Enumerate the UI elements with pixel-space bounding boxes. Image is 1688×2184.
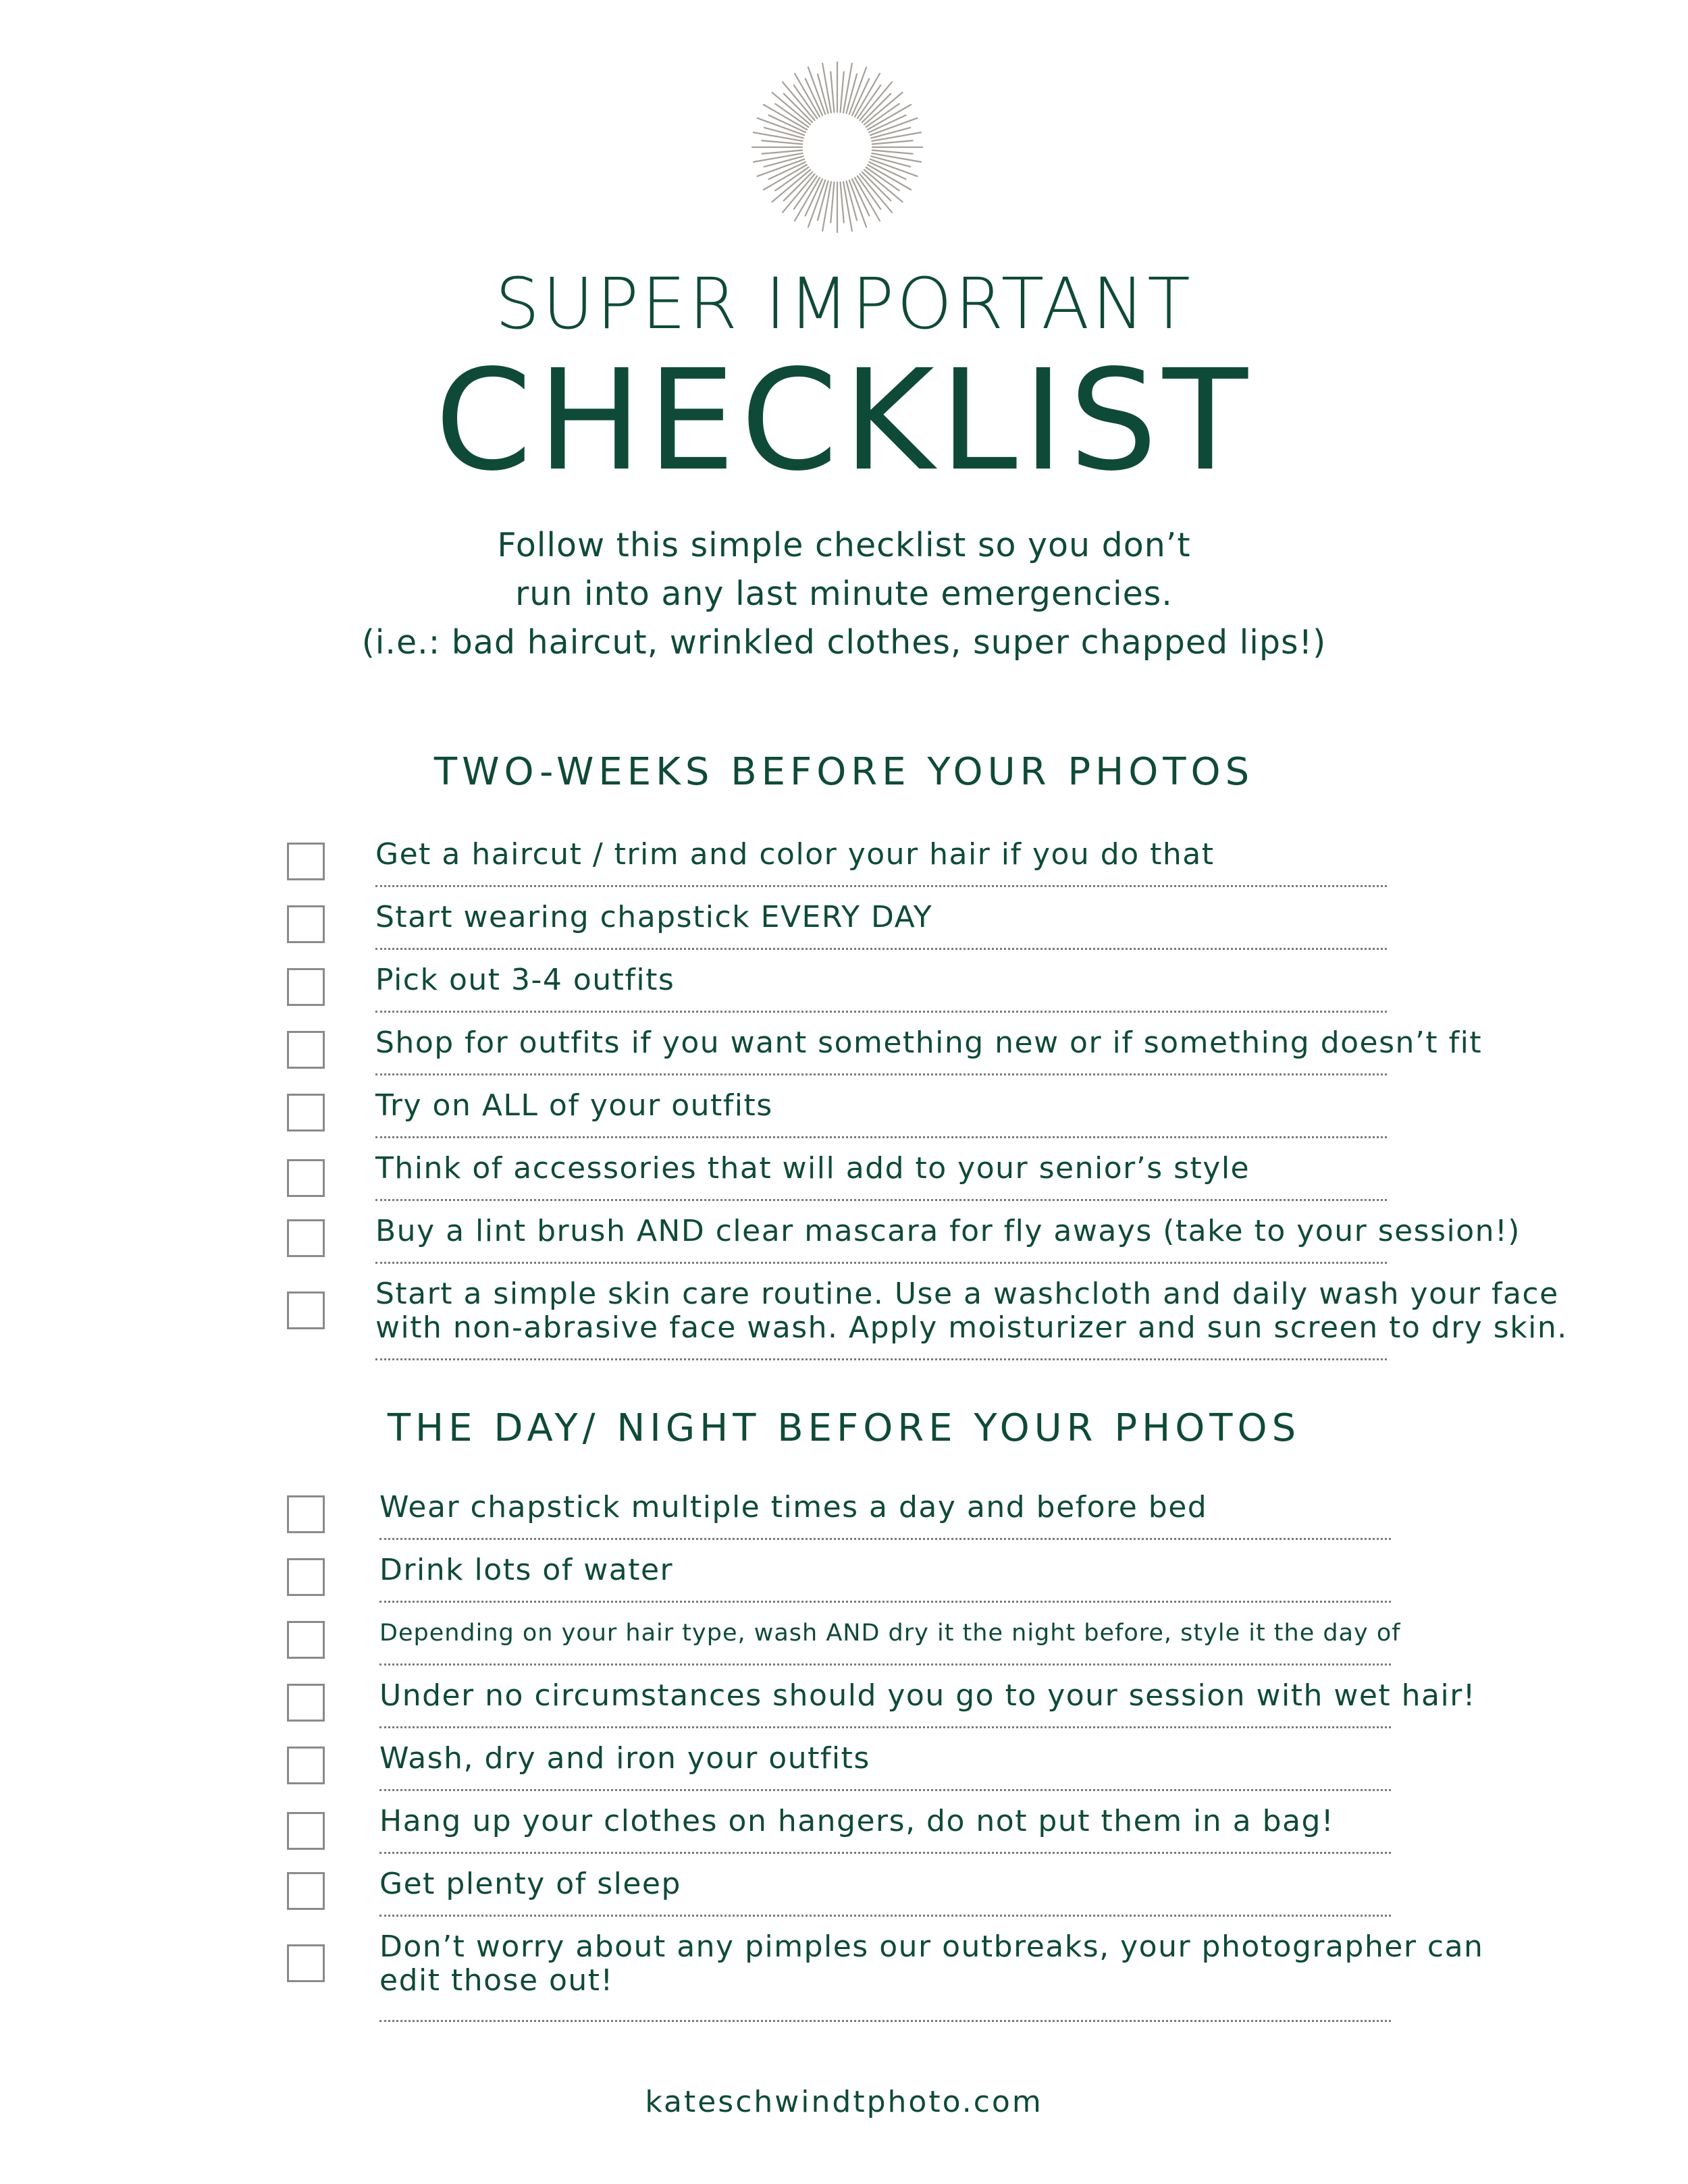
item-text-line: Start a simple skin care routine. Use a washcloth and daily wash your face [375, 1277, 1559, 1311]
item-text-line: edit those out! [379, 1963, 614, 1998]
checkbox-icon[interactable] [287, 1621, 325, 1659]
item-text: Get plenty of sleep [379, 1867, 681, 1901]
item-text: Get a haircut / trim and color your hair if you do that [375, 837, 1215, 872]
checkbox-icon[interactable] [287, 843, 325, 880]
sunburst-ray [822, 63, 831, 113]
dotted-divider [379, 1726, 1391, 1728]
intro-line: (i.e.: bad haircut, wrinkled clothes, super chapped lips!) [361, 623, 1327, 662]
dotted-divider [375, 1136, 1387, 1138]
item-text: Buy a lint brush AND clear mascara for fly aways (take to your session!) [375, 1214, 1521, 1248]
dotted-divider [375, 885, 1387, 887]
item-text: Wash, dry and iron your outfits [379, 1741, 870, 1776]
dotted-divider [379, 1663, 1391, 1666]
dotted-divider [379, 1601, 1391, 1603]
sunburst-ray [872, 151, 913, 154]
section-heading-day-night: THE DAY/ NIGHT BEFORE YOUR PHOTOS [387, 1406, 1301, 1450]
checkbox-icon[interactable] [287, 1944, 325, 1982]
subtitle: SUPER IMPORTANT [495, 263, 1193, 345]
checkbox-icon[interactable] [287, 1291, 325, 1329]
sunburst-ray [872, 132, 921, 141]
sunburst-ray [754, 153, 803, 162]
checkbox-icon[interactable] [287, 1558, 325, 1596]
sunburst-ray [841, 72, 844, 112]
checkbox-icon[interactable] [287, 1495, 325, 1533]
item-text: Under no circumstances should you go to your session with wet hair! [379, 1678, 1476, 1713]
item-text: Pick out 3-4 outfits [375, 963, 675, 997]
checkbox-icon[interactable] [287, 1094, 325, 1131]
intro-line: Follow this simple checklist so you don’t [497, 526, 1191, 564]
item-text: Start wearing chapstick EVERY DAY [375, 900, 933, 934]
sunburst-ray [830, 72, 834, 112]
item-text: Think of accessories that will add to your senior’s style [375, 1151, 1250, 1186]
checkbox-icon[interactable] [287, 1159, 325, 1197]
item-text: Shop for outfits if you want something new or if something doesn’t fit [375, 1026, 1483, 1060]
dotted-divider [379, 1915, 1391, 1917]
sunburst-ray [843, 182, 852, 231]
dotted-divider [375, 948, 1387, 950]
sunburst-ray [843, 63, 852, 113]
dotted-divider [379, 1789, 1391, 1791]
dotted-divider [375, 1011, 1387, 1013]
sunburst-ray [822, 182, 831, 231]
page-title: CHECKLIST [435, 340, 1253, 502]
item-text-line: with non-abrasive face wash. Apply moisturizer and sun screen to dry skin. [375, 1310, 1568, 1345]
sunburst-ray [872, 153, 921, 162]
checkbox-icon[interactable] [287, 1219, 325, 1257]
checkbox-icon[interactable] [287, 905, 325, 943]
dotted-divider [375, 1262, 1387, 1264]
intro-text [0, 521, 1688, 667]
website-link[interactable]: kateschwindtphoto.com [645, 2085, 1043, 2119]
sunburst-ray [841, 182, 844, 223]
sunburst-ray [872, 140, 913, 144]
item-text: Drink lots of water [379, 1553, 674, 1587]
checkbox-icon[interactable] [287, 968, 325, 1006]
sunburst-ray [830, 182, 834, 223]
checkbox-icon[interactable] [287, 1872, 325, 1910]
checkbox-icon[interactable] [287, 1747, 325, 1784]
section-heading-two-weeks: TWO-WEEKS BEFORE YOUR PHOTOS [433, 750, 1255, 794]
sunburst-ray [754, 132, 803, 141]
dotted-divider [375, 1358, 1387, 1360]
item-text: Depending on your hair type, wash AND dry it the night before, style it the day of [379, 1620, 1401, 1647]
item-text: Try on ALL of your outfits [375, 1088, 773, 1123]
intro-line: run into any last minute emergencies. [515, 575, 1173, 613]
item-text: Wear chapstick multiple times a day and before bed [379, 1490, 1208, 1524]
dotted-divider [375, 1073, 1387, 1075]
item-text-line: Don’t worry about any pimples our outbreaks, your photographer can [379, 1929, 1484, 1964]
dotted-divider [379, 1538, 1391, 1540]
checkbox-icon[interactable] [287, 1812, 325, 1850]
dotted-divider [375, 1199, 1387, 1201]
item-text: Hang up your clothes on hangers, do not put them in a bag! [379, 1804, 1335, 1838]
sunburst-icon [749, 59, 925, 235]
checkbox-icon[interactable] [287, 1684, 325, 1722]
dotted-divider [379, 2020, 1391, 2022]
sunburst-ray [762, 140, 802, 144]
sunburst-ray [762, 151, 802, 154]
checkbox-icon[interactable] [287, 1031, 325, 1069]
dotted-divider [379, 1852, 1391, 1854]
